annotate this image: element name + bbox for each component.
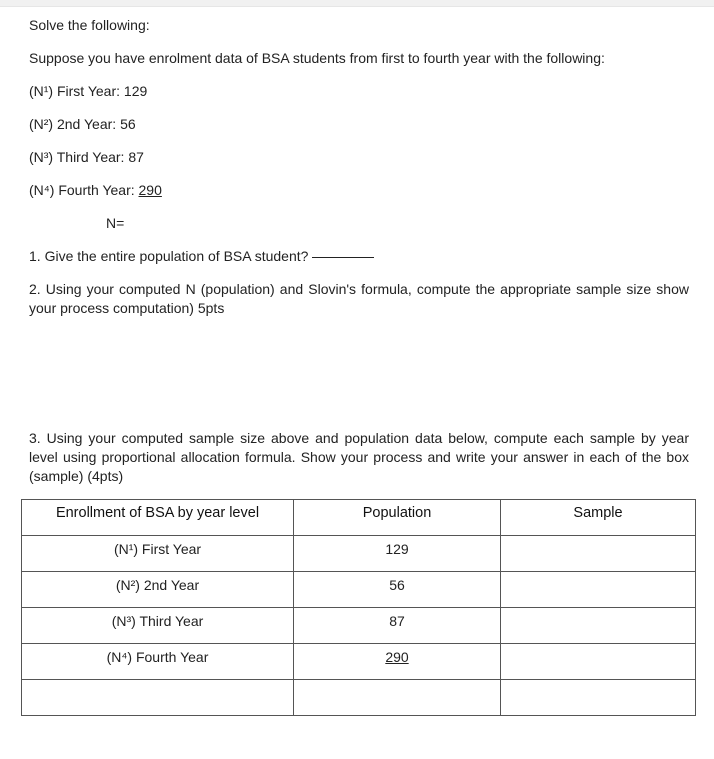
- cell-sample[interactable]: [501, 644, 696, 680]
- table-header-row: [22, 500, 696, 536]
- answer-blank: [312, 256, 374, 258]
- table-row: [22, 536, 696, 572]
- header-population: Population: [294, 500, 501, 536]
- cell-year-level: (N⁴) Fourth Year: [22, 644, 294, 680]
- enrolment-label: (N⁴) Fourth Year:: [29, 182, 135, 198]
- question-2: 2. Using your computed N (population) and Slovin's formula, compute the appropriate sample size show your process computation) 5pts: [29, 281, 689, 316]
- cell-population: 290: [294, 644, 501, 680]
- table-row: [22, 572, 696, 608]
- cell-sample[interactable]: [501, 536, 696, 572]
- question-1: [29, 247, 374, 265]
- enrolment-label: (N³) Third Year:: [29, 149, 125, 165]
- cell-year-level: (N²) 2nd Year: [22, 572, 294, 608]
- enrolment-third-year: [29, 148, 144, 166]
- question-1-text: 1. Give the entire population of BSA student?: [29, 248, 309, 264]
- enrolment-first-year: [29, 82, 147, 100]
- cell-year-level: [22, 680, 294, 716]
- enrolment-label: (N²) 2nd Year:: [29, 116, 117, 132]
- header-year-level: Enrollment of BSA by year level: [22, 500, 294, 536]
- enrolment-label: (N¹) First Year:: [29, 83, 121, 99]
- enrolment-value: 87: [128, 149, 144, 165]
- cell-sample[interactable]: [501, 680, 696, 716]
- n-total-label: N=: [106, 215, 125, 231]
- top-border: [0, 0, 714, 7]
- allocation-table: [21, 499, 696, 716]
- cell-population: 56: [294, 572, 501, 608]
- intro-text: Suppose you have enrolment data of BSA students from first to fourth year with the following:: [29, 50, 605, 66]
- header-sample: Sample: [501, 500, 696, 536]
- cell-population: 129: [294, 536, 501, 572]
- enrolment-fourth-year: [29, 181, 162, 199]
- cell-population: 87: [294, 608, 501, 644]
- table-row: [22, 644, 696, 680]
- cell-population: [294, 680, 501, 716]
- table-row-total: [22, 680, 696, 716]
- enrolment-value: 290: [138, 182, 162, 198]
- enrolment-value: 56: [120, 116, 136, 132]
- cell-sample[interactable]: [501, 608, 696, 644]
- enrolment-value: 129: [123, 83, 148, 99]
- table-row: [22, 608, 696, 644]
- cell-year-level: (N¹) First Year: [22, 536, 294, 572]
- enrolment-second-year: [29, 115, 136, 133]
- cell-year-level: (N³) Third Year: [22, 608, 294, 644]
- question-3: 3. Using your computed sample size above and population data below, compute each sample by year level using proportional allocation formula. Show your process and write your answer in each of the box (sample) (4pts): [29, 430, 689, 484]
- cell-sample[interactable]: [501, 572, 696, 608]
- heading: Solve the following:: [29, 17, 150, 33]
